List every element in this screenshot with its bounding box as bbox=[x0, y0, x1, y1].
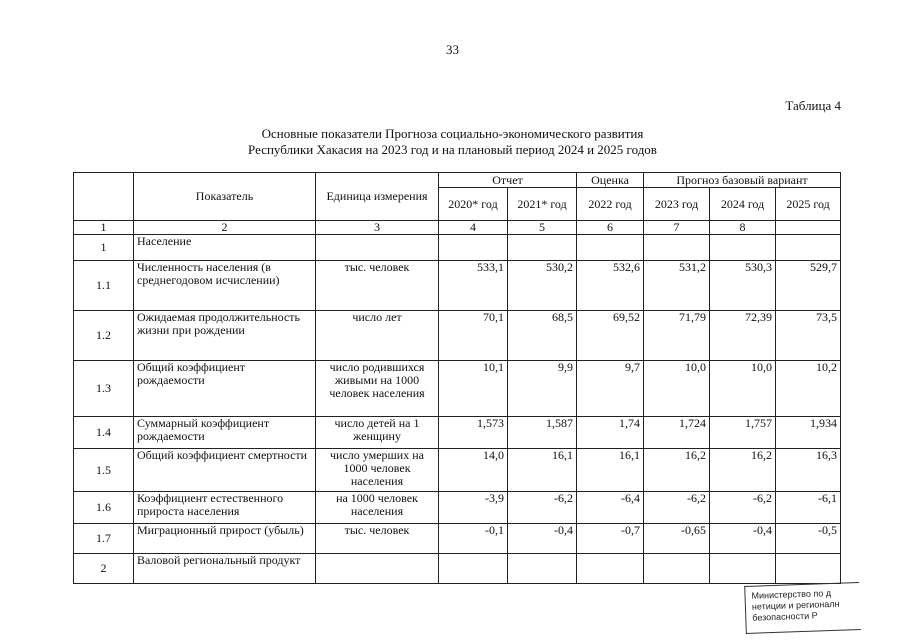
header-year-2025: 2025 год bbox=[776, 188, 841, 221]
header-estimate: Оценка bbox=[577, 173, 644, 188]
header-year-2022: 2022 год bbox=[577, 188, 644, 221]
row-value bbox=[439, 554, 508, 584]
row-value: 69,52 bbox=[577, 311, 644, 361]
header-unit: Единица измерения bbox=[316, 173, 439, 221]
row-value: -0,4 bbox=[710, 524, 776, 554]
row-unit: число лет bbox=[316, 311, 439, 361]
table-label: Таблица 4 bbox=[785, 98, 841, 113]
column-number: 2 bbox=[134, 221, 316, 235]
row-indicator: Общий коэффициент рождаемости bbox=[134, 361, 316, 417]
row-indicator: Население bbox=[134, 235, 316, 261]
header-year-2024: 2024 год bbox=[710, 188, 776, 221]
row-value: 68,5 bbox=[508, 311, 577, 361]
column-number: 5 bbox=[508, 221, 577, 235]
row-value: -3,9 bbox=[439, 492, 508, 524]
row-value: 70,1 bbox=[439, 311, 508, 361]
row-number: 1.1 bbox=[74, 261, 134, 311]
row-value: -6,2 bbox=[710, 492, 776, 524]
row-unit: число умерших на 1000 человек населения bbox=[316, 449, 439, 492]
row-value: 71,79 bbox=[644, 311, 710, 361]
row-indicator: Численность населения (в среднегодовом исчислении) bbox=[134, 261, 316, 311]
row-unit bbox=[316, 235, 439, 261]
row-value bbox=[508, 554, 577, 584]
row-value: -0,5 bbox=[776, 524, 841, 554]
row-unit bbox=[316, 554, 439, 584]
header-year-2023: 2023 год bbox=[644, 188, 710, 221]
row-value: 1,757 bbox=[710, 417, 776, 449]
header-row-1 bbox=[74, 173, 841, 188]
header-year-2020: 2020* год bbox=[439, 188, 508, 221]
row-value: 14,0 bbox=[439, 449, 508, 492]
row-value: -0,7 bbox=[577, 524, 644, 554]
header-year-2021: 2021* год bbox=[508, 188, 577, 221]
row-indicator: Коэффициент естественного прироста населения bbox=[134, 492, 316, 524]
row-value: 10,2 bbox=[776, 361, 841, 417]
table-row bbox=[74, 311, 841, 361]
row-unit: число детей на 1 женщину bbox=[316, 417, 439, 449]
table-row bbox=[74, 524, 841, 554]
row-value: 72,39 bbox=[710, 311, 776, 361]
column-number: 4 bbox=[439, 221, 508, 235]
row-number: 1.2 bbox=[74, 311, 134, 361]
row-unit: на 1000 человек населения bbox=[316, 492, 439, 524]
row-value: -0,65 bbox=[644, 524, 710, 554]
column-number bbox=[776, 221, 841, 235]
row-value: 10,0 bbox=[644, 361, 710, 417]
row-value: -0,4 bbox=[508, 524, 577, 554]
title-line-2: Республики Хакасия на 2023 год и на плановый период 2024 и 2025 годов bbox=[248, 142, 657, 157]
row-value: 533,1 bbox=[439, 261, 508, 311]
row-value bbox=[710, 235, 776, 261]
header-indicator: Показатель bbox=[134, 173, 316, 221]
row-indicator: Общий коэффициент смертности bbox=[134, 449, 316, 492]
ministry-stamp bbox=[744, 582, 861, 634]
row-value: 10,1 bbox=[439, 361, 508, 417]
row-value: 532,6 bbox=[577, 261, 644, 311]
row-value: 16,1 bbox=[577, 449, 644, 492]
row-indicator: Миграционный прирост (убыль) bbox=[134, 524, 316, 554]
row-value: 530,2 bbox=[508, 261, 577, 311]
table-title bbox=[0, 126, 905, 158]
table-row bbox=[74, 261, 841, 311]
row-value bbox=[644, 235, 710, 261]
row-number: 1.5 bbox=[74, 449, 134, 492]
row-value: -0,1 bbox=[439, 524, 508, 554]
row-value: 16,3 bbox=[776, 449, 841, 492]
row-number: 1.3 bbox=[74, 361, 134, 417]
stamp-line-2: нетиции и регионалн bbox=[751, 598, 840, 612]
row-indicator: Ожидаемая продолжительность жизни при рождении bbox=[134, 311, 316, 361]
row-value bbox=[710, 554, 776, 584]
row-value: 529,7 bbox=[776, 261, 841, 311]
row-value: 9,7 bbox=[577, 361, 644, 417]
row-value: 1,934 bbox=[776, 417, 841, 449]
row-value bbox=[644, 554, 710, 584]
column-number: 3 bbox=[316, 221, 439, 235]
column-number: 1 bbox=[74, 221, 134, 235]
header-forecast: Прогноз базовый вариант bbox=[644, 173, 841, 188]
row-value: -6,2 bbox=[644, 492, 710, 524]
row-value: -6,4 bbox=[577, 492, 644, 524]
row-value: -6,1 bbox=[776, 492, 841, 524]
header-num bbox=[74, 173, 134, 221]
row-value: 531,2 bbox=[644, 261, 710, 311]
indicators-table bbox=[73, 172, 841, 584]
table-row bbox=[74, 554, 841, 584]
stamp-line-1: Министерство по д bbox=[751, 587, 832, 601]
column-number: 8 bbox=[710, 221, 776, 235]
table-row bbox=[74, 492, 841, 524]
row-value bbox=[776, 235, 841, 261]
row-number: 1.4 bbox=[74, 417, 134, 449]
row-value: 16,2 bbox=[644, 449, 710, 492]
table-row bbox=[74, 449, 841, 492]
row-value: 9,9 bbox=[508, 361, 577, 417]
row-value: 530,3 bbox=[710, 261, 776, 311]
row-value bbox=[577, 554, 644, 584]
row-number: 1 bbox=[74, 235, 134, 261]
row-number: 1.6 bbox=[74, 492, 134, 524]
row-indicator: Валовой региональный продукт bbox=[134, 554, 316, 584]
column-number: 7 bbox=[644, 221, 710, 235]
row-number: 1.7 bbox=[74, 524, 134, 554]
row-value: 1,587 bbox=[508, 417, 577, 449]
row-value: -6,2 bbox=[508, 492, 577, 524]
table-row bbox=[74, 417, 841, 449]
stamp-line-3: безопасности Р bbox=[752, 610, 818, 623]
row-unit: тыс. человек bbox=[316, 524, 439, 554]
header-report: Отчет bbox=[439, 173, 577, 188]
row-number: 2 bbox=[74, 554, 134, 584]
row-value bbox=[508, 235, 577, 261]
column-number-row bbox=[74, 221, 841, 235]
table-row bbox=[74, 235, 841, 261]
row-value: 10,0 bbox=[710, 361, 776, 417]
row-value: 16,2 bbox=[710, 449, 776, 492]
row-unit: число родившихся живыми на 1000 человек населения bbox=[316, 361, 439, 417]
table-row bbox=[74, 361, 841, 417]
row-indicator: Суммарный коэффициент рождаемости bbox=[134, 417, 316, 449]
page-number: 33 bbox=[446, 42, 459, 57]
row-value bbox=[577, 235, 644, 261]
row-value: 73,5 bbox=[776, 311, 841, 361]
row-unit: тыс. человек bbox=[316, 261, 439, 311]
title-line-1: Основные показатели Прогноза социально-экономического развития bbox=[261, 126, 644, 141]
row-value: 16,1 bbox=[508, 449, 577, 492]
row-value: 1,724 bbox=[644, 417, 710, 449]
row-value bbox=[439, 235, 508, 261]
row-value: 1,74 bbox=[577, 417, 644, 449]
row-value bbox=[776, 554, 841, 584]
row-value: 1,573 bbox=[439, 417, 508, 449]
column-number: 6 bbox=[577, 221, 644, 235]
